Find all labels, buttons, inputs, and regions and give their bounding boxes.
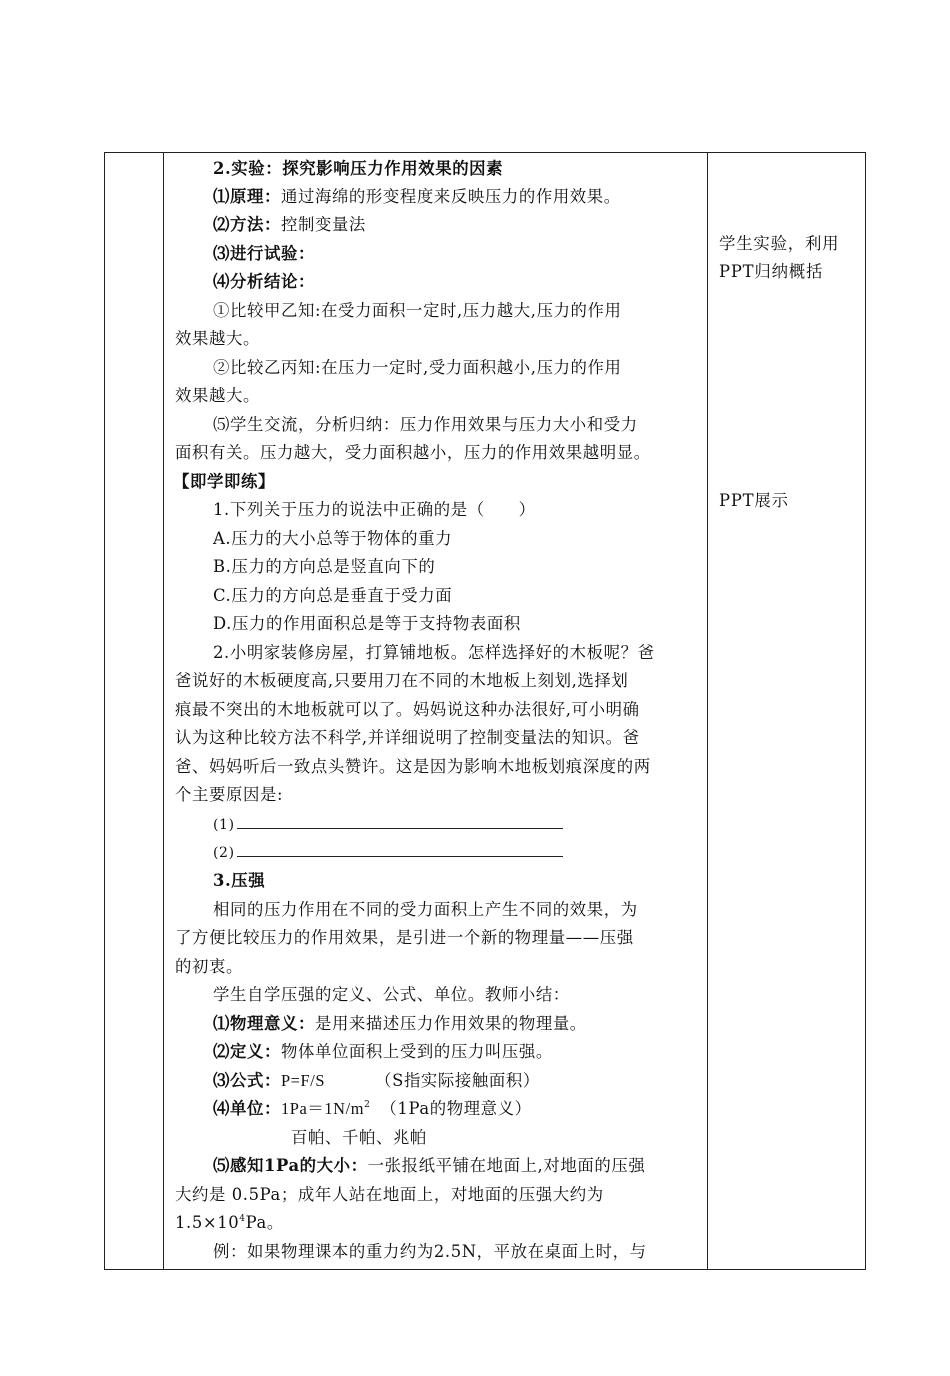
heading-pressure: 3.压强 <box>213 871 266 890</box>
answer-blank-2: (2) <box>213 842 563 863</box>
paragraph-line: 效果越大。 <box>175 386 260 405</box>
method-line: ⑵方法：控制变量法 <box>213 215 366 234</box>
paragraph-line: 效果越大。 <box>175 329 260 348</box>
paragraph-line: ②比较乙丙知:在压力一定时,受力面积越小,压力的作用 <box>213 358 622 377</box>
lesson-table <box>104 152 866 1270</box>
blank-line <box>237 842 563 857</box>
paragraph-line: 相同的压力作用在不同的受力面积上产生不同的效果，为 <box>213 900 638 919</box>
question-2-line: 认为这种比较方法不科学,并详细说明了控制变量法的知识。爸 <box>175 728 640 747</box>
question-2-line: 痕最不突出的木地板就可以了。妈妈说这种办法很好,可小明确 <box>175 700 640 719</box>
option-c: C.压力的方向总是垂直于受力面 <box>213 586 453 605</box>
formula-line: ⑶公式：P=F/S （S指实际接触面积） <box>213 1071 540 1090</box>
question-2-line: 爸、妈妈听后一致点头赞许。这是因为影响木地板划痕深度的两 <box>175 757 651 776</box>
example-line: 例：如果物理课本的重力约为2.5N，平放在桌面上时，与 <box>213 1242 647 1261</box>
paragraph-line: ①比较甲乙知:在受力面积一定时,压力越大,压力的作用 <box>213 301 622 320</box>
question-1: 1.下列关于压力的说法中正确的是（ ） <box>213 500 536 519</box>
answer-blank-1: (1) <box>213 814 563 835</box>
paragraph-line: 的初衷。 <box>175 957 243 976</box>
paragraph-line: 学生自学压强的定义、公式、单位。教师小结： <box>213 985 570 1004</box>
meaning-line: ⑴物理意义：是用来描述压力作用效果的物理量。 <box>213 1014 587 1033</box>
column-divider-1 <box>163 153 164 1269</box>
option-d: D.压力的作用面积总是等于支持物表面积 <box>213 614 521 633</box>
definition-line: ⑵定义：物体单位面积上受到的压力叫压强。 <box>213 1042 553 1061</box>
paragraph-line: 大约是 0.5Pa；成年人站在地面上，对地面的压强大约为 <box>175 1185 604 1204</box>
side-note-1: 学生实验，利用 <box>719 234 840 253</box>
unit-list: 百帕、千帕、兆帕 <box>291 1128 427 1147</box>
paragraph-line: 面积有关。压力越大，受力面积越小，压力的作用效果越明显。 <box>175 443 651 462</box>
option-a: A.压力的大小总等于物体的重力 <box>213 529 453 548</box>
question-2-line: 爸说好的木板硬度高,只要用刀在不同的木地板上刻划,选择划 <box>175 671 629 690</box>
practice-heading: 【即学即练】 <box>173 472 275 491</box>
experiment-line: ⑶进行试验： <box>213 244 315 263</box>
principle-line: ⑴原理：通过海绵的形变程度来反映压力的作用效果。 <box>213 187 621 206</box>
question-2-line: 2.小明家装修房屋，打算铺地板。怎样选择好的木板呢？爸 <box>213 643 655 662</box>
paragraph-line: ⑸学生交流，分析归纳：压力作用效果与压力大小和受力 <box>213 415 638 434</box>
blank-line <box>237 814 563 829</box>
side-note-2: PPT归纳概括 <box>719 262 824 281</box>
paragraph-line: $1.5\times 10^4Pa$。 <box>175 1213 284 1232</box>
question-2-line: 个主要原因是: <box>175 785 284 804</box>
heading-experiment: 2.实验：探究影响压力作用效果的因素 <box>213 159 504 178</box>
unit-line: ⑷单位：$1Pa=1N/m^2$ （1Pa的物理意义） <box>213 1099 532 1118</box>
conclusion-heading: ⑷分析结论： <box>213 272 315 291</box>
column-divider-2 <box>707 153 708 1269</box>
perceive-line: ⑸感知1Pa的大小：一张报纸平铺在地面上,对地面的压强 <box>213 1156 646 1175</box>
side-note-3: PPT展示 <box>719 491 789 510</box>
option-b: B.压力的方向总是竖直向下的 <box>213 557 436 576</box>
paragraph-line: 了方便比较压力的作用效果，是引进一个新的物理量——压强 <box>175 928 634 947</box>
